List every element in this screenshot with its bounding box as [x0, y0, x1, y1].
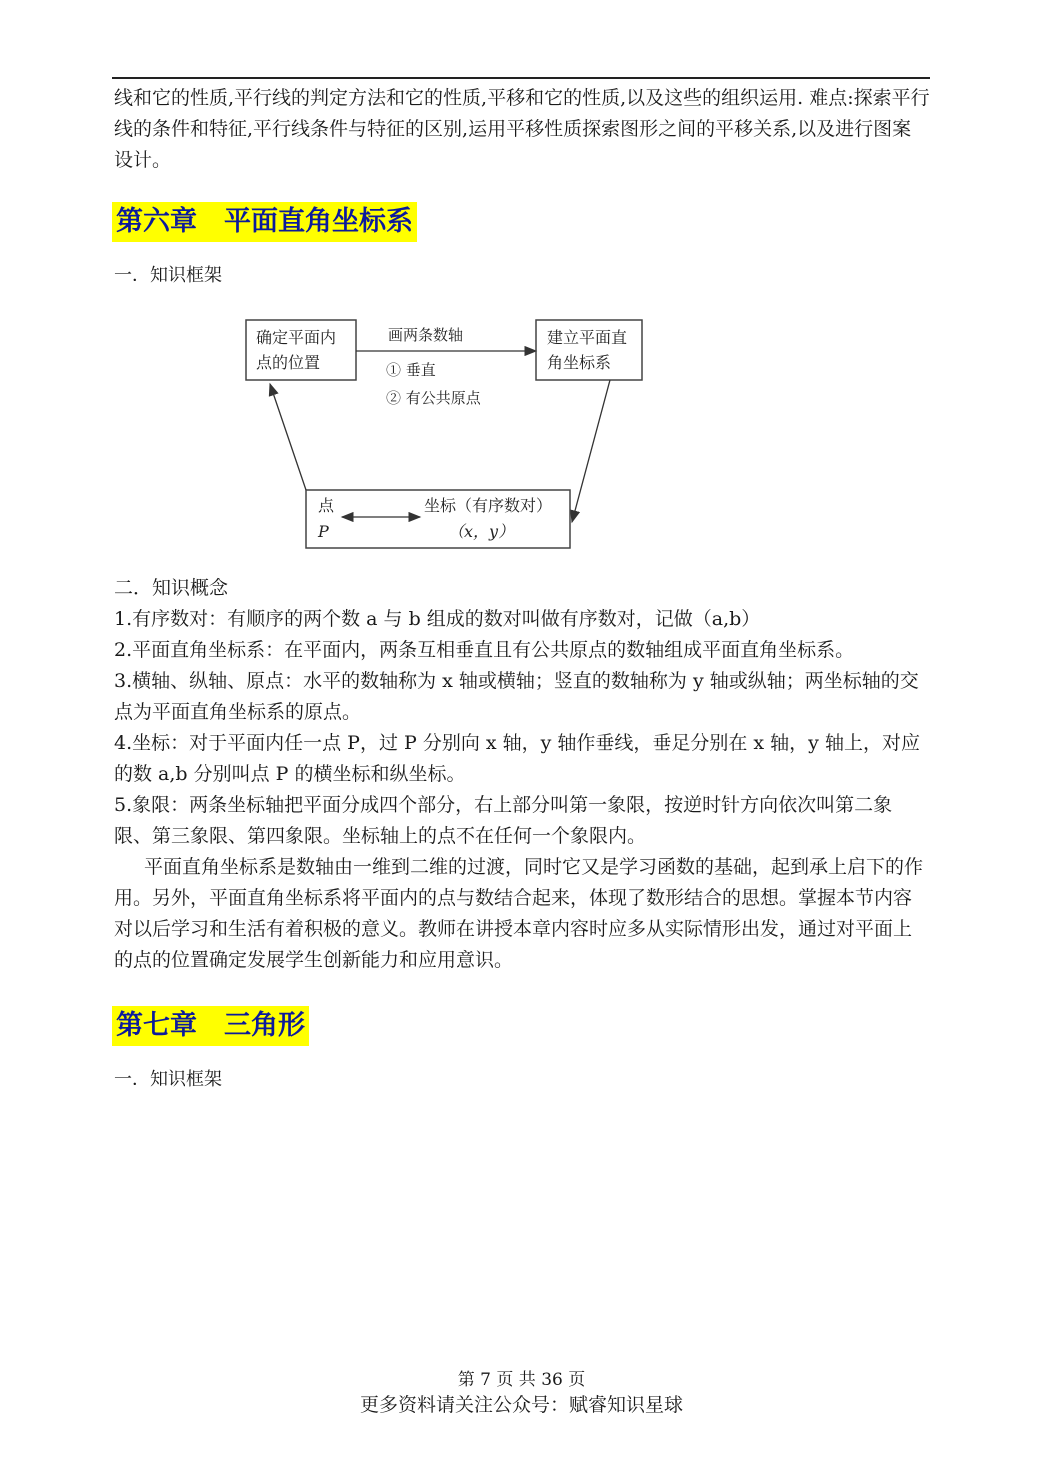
concept-item: 5.象限：两条坐标轴把平面分成四个部分，右上部分叫第一象限，按逆时针方向依次叫第二象限、第三象限、第四象限。坐标轴上的点不在任何一个象限内。 — [114, 794, 893, 847]
header-rule — [112, 77, 930, 79]
box-bottom-coord: 坐标（有序数对） — [424, 496, 553, 515]
chapter-7-framework-heading: 一．知识框架 — [114, 1069, 222, 1090]
concepts-heading: 二．知识概念 — [114, 577, 229, 599]
chapter-7-title: 第七章 三角形 — [112, 1006, 309, 1046]
arrow-label: 画两条数轴 — [388, 326, 464, 344]
knowledge-framework-diagram — [240, 314, 660, 559]
concept-item: 2.平面直角坐标系：在平面内，两条互相垂直且有公共原点的数轴组成平面直角坐标系。 — [114, 639, 855, 661]
box-bottom-p: P — [318, 522, 329, 541]
page-number: 第 7 页 共 36 页 — [457, 1370, 586, 1390]
box-left-line1: 确定平面内 — [256, 328, 337, 347]
chapter-6-framework-heading: 一．知识框架 — [114, 265, 222, 286]
box-right-line2: 角坐标系 — [547, 353, 612, 372]
box-bottom-point: 点 — [318, 496, 335, 515]
concepts-section — [114, 573, 930, 976]
condition-common-origin: ② 有公共原点 — [386, 389, 481, 407]
intro-paragraph: 线和它的性质,平行线的判定方法和它的性质,平移和它的性质,以及这些的组织运用. 难点:探索平行线的条件和特征,平行线条件与特征的区别,运用平移性质探索图形之间的平移关系,以及进行图案设计。 — [114, 87, 930, 171]
box-bottom-xy: （x，y） — [448, 522, 515, 541]
arrow-to-coordinate — [572, 380, 610, 522]
condition-perpendicular: ① 垂直 — [386, 361, 436, 379]
concept-item: 1.有序数对：有顺序的两个数 a 与 b 组成的数对叫做有序数对，记做（a,b） — [114, 608, 761, 630]
promo-text: 更多资料请关注公众号：赋睿知识星球 — [359, 1394, 683, 1416]
box-left-line2: 点的位置 — [256, 353, 321, 372]
summary-paragraph: 平面直角坐标系是数轴由一维到二维的过渡，同时它又是学习函数的基础，起到承上启下的作用。另外，平面直角坐标系将平面内的点与数结合起来，体现了数形结合的思想。掌握本节内容对以后学习和生活有着积极的意义。教师在讲授本章内容时应多从实际情形出发，通过对平面上的点的位置确定发展学生创新能力和应用意识。 — [114, 856, 924, 971]
arrow-back-to-position — [270, 384, 306, 490]
concept-item: 4.坐标：对于平面内任一点 P，过 P 分别向 x 轴，y 轴作垂线，垂足分别在 x 轴，y 轴上，对应的数 a,b 分别叫点 P 的横坐标和纵坐标。 — [114, 732, 920, 785]
box-right-line1: 建立平面直 — [547, 328, 628, 347]
concept-item: 3.横轴、纵轴、原点：水平的数轴称为 x 轴或横轴；竖直的数轴称为 y 轴或纵轴；两坐标轴的交点为平面直角坐标系的原点。 — [114, 670, 919, 723]
chapter-6-title: 第六章 平面直角坐标系 — [112, 202, 417, 242]
